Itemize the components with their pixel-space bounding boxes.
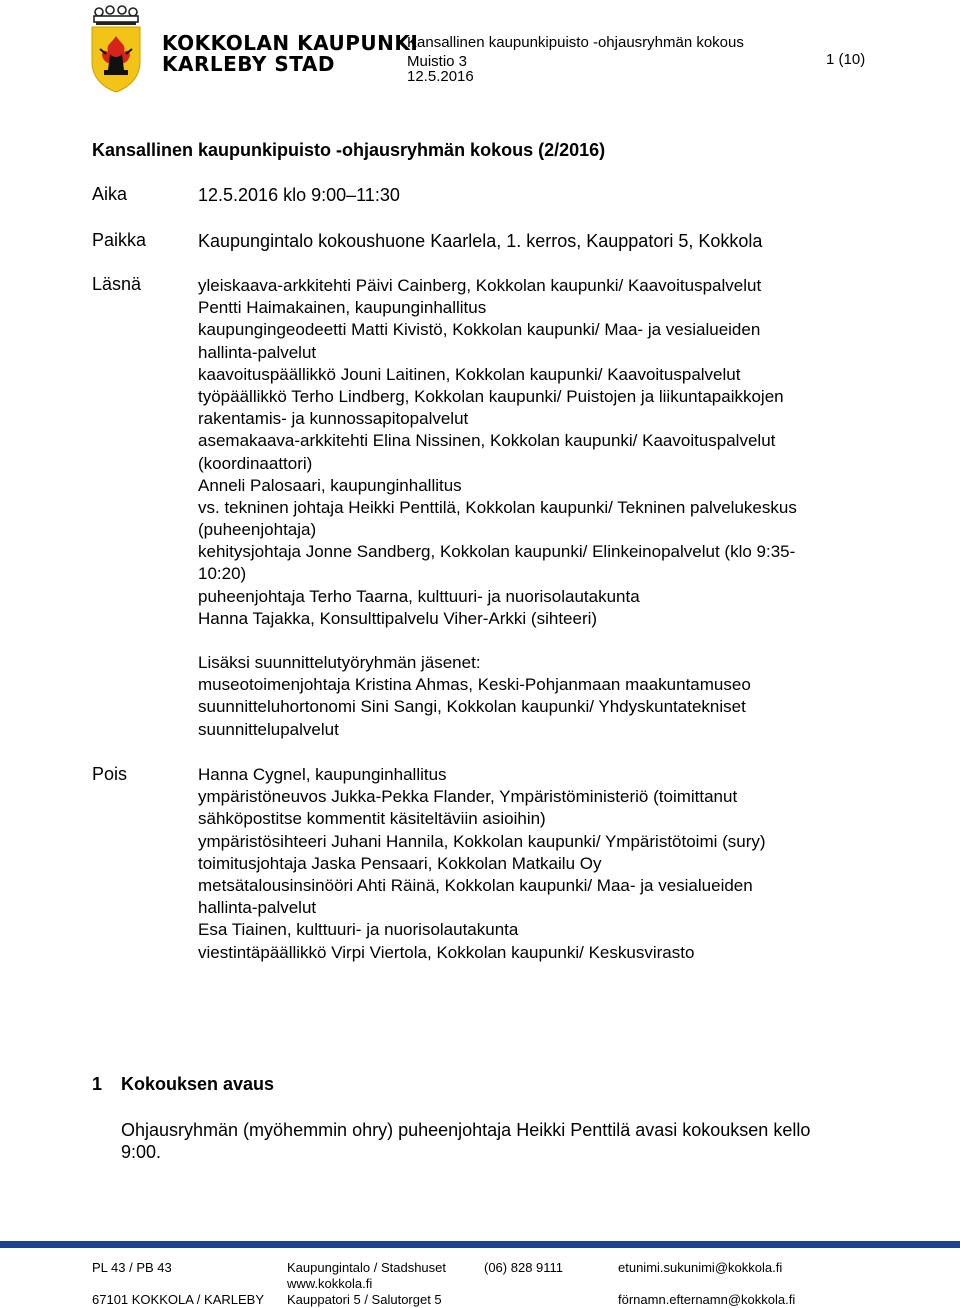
document-title: Kansallinen kaupunkipuisto -ohjausryhmän kokous (2/2016) (92, 140, 606, 160)
footer-email-sv[interactable]: förnamn.efternamn@kokkola.fi (618, 1292, 796, 1307)
section-title: Kokouksen avaus (121, 1074, 275, 1094)
footer-phone: (06) 828 9111 (484, 1260, 564, 1275)
list-item: Esa Tiainen, kulttuuri- ja nuorisolautakunta (198, 920, 519, 940)
list-item: kaavoituspäällikkö Jouni Laitinen, Kokkolan kaupunki/ Kaavoituspalvelut (198, 364, 741, 384)
list-item: vs. tekninen johtaja Heikki Penttilä, Kokkolan kaupunki/ Tekninen palvelukeskus (198, 497, 797, 517)
list-item: (puheenjohtaja) (198, 520, 317, 540)
footer-divider-bar (0, 1241, 960, 1248)
list-item: kaupungingeodeetti Matti Kivistö, Kokkolan kaupunki/ Maa- ja vesialueiden (198, 320, 761, 340)
attendees-list (198, 275, 797, 630)
absentees-list (198, 764, 766, 964)
list-item: museotoimenjohtaja Kristina Ahmas, Keski-Pohjanmaan maakuntamuseo (198, 675, 751, 695)
list-item: hallinta-palvelut (198, 898, 317, 918)
header-date: 12.5.2016 (407, 68, 474, 85)
list-item: puheenjohtaja Terho Taarna, kulttuuri- ja nuorisolautakunta (198, 586, 640, 606)
section-paragraph (121, 1119, 810, 1163)
paikka-value: Kaupungintalo kokoushuone Kaarlela, 1. kerros, Kauppatori 5, Kokkola (198, 231, 763, 251)
organization-name-fi: KOKKOLAN KAUPUNKI (162, 31, 419, 55)
planning-group-list (198, 652, 751, 741)
list-item: Pentti Haimakainen, kaupunginhallitus (198, 298, 487, 318)
city-coat-of-arms-logo (88, 4, 144, 94)
list-item: sähköpostitse kommentit käsiteltäviin asioihin) (198, 809, 546, 829)
list-item: metsätalousinsinööri Ahti Räinä, Kokkolan kaupunki/ Maa- ja vesialueiden (198, 875, 753, 895)
footer-po-box: PL 43 / PB 43 (92, 1260, 172, 1275)
pois-label: Pois (92, 764, 128, 784)
page-number: 1 (10) (826, 51, 866, 68)
footer-email-fi[interactable]: etunimi.sukunimi@kokkola.fi (618, 1260, 783, 1275)
list-item: asemakaava-arkkitehti Elina Nissinen, Kokkolan kaupunki/ Kaavoituspalvelut (198, 431, 776, 451)
list-item: suunnittelupalvelut (198, 719, 339, 739)
list-item: toimitusjohtaja Jaska Pensaari, Kokkolan Matkailu Oy (198, 853, 602, 873)
list-item: Anneli Palosaari, kaupunginhallitus (198, 475, 462, 495)
list-item: viestintäpäällikkö Virpi Viertola, Kokkolan kaupunki/ Keskusvirasto (198, 942, 695, 962)
list-item: 10:20) (198, 564, 247, 584)
list-item: yleiskaava-arkkitehti Päivi Cainberg, Kokkolan kaupunki/ Kaavoituspalvelut (198, 276, 762, 295)
paikka-label: Paikka (92, 230, 147, 250)
list-item: hallinta-palvelut (198, 342, 317, 362)
list-item: (koordinaattori) (198, 453, 313, 473)
section-number: 1 (92, 1074, 103, 1094)
list-item: kehitysjohtaja Jonne Sandberg, Kokkolan kaupunki/ Elinkeinopalvelut (klo 9:35- (198, 542, 796, 562)
list-item: työpäällikkö Terho Lindberg, Kokkolan kaupunki/ Puistojen ja liikuntapaikkojen (198, 386, 784, 406)
footer-street-address: Kauppatori 5 / Salutorget 5 (287, 1292, 442, 1307)
aika-label: Aika (92, 184, 128, 204)
header-document-name: Kansallinen kaupunkipuisto -ohjausryhmän kokous (407, 34, 744, 51)
list-item: Hanna Tajakka, Konsulttipalvelu Viher-Arkki (sihteeri) (198, 608, 598, 628)
footer-building: Kaupungintalo / Stadshuset (287, 1260, 447, 1275)
aika-value: 12.5.2016 klo 9:00–11:30 (198, 185, 400, 205)
list-item: Hanna Cygnel, kaupunginhallitus (198, 765, 447, 784)
footer-postal-address: 67101 KOKKOLA / KARLEBY (92, 1292, 264, 1307)
paragraph-line: Ohjausryhmän (myöhemmin ohry) puheenjohtaja Heikki Penttilä avasi kokouksen kello (121, 1120, 811, 1140)
list-item: rakentamis- ja kunnossapitopalvelut (198, 409, 469, 429)
list-item: ympäristöneuvos Jukka-Pekka Flander, Ympäristöministeriö (toimittanut (198, 787, 738, 807)
organization-name-sv: KARLEBY STAD (162, 52, 335, 76)
paragraph-line: 9:00. (121, 1142, 162, 1162)
list-item: suunnitteluhortonomi Sini Sangi, Kokkolan kaupunki/ Yhdyskuntatekniset (198, 697, 746, 717)
footer-website-link[interactable]: www.kokkola.fi (287, 1276, 373, 1291)
list-item: ympäristösihteeri Juhani Hannila, Kokkolan kaupunki/ Ympäristötoimi (sury) (198, 831, 766, 851)
lasna-label: Läsnä (92, 274, 142, 294)
list-item: Lisäksi suunnittelutyöryhmän jäsenet: (198, 653, 481, 672)
header-document-type: Muistio 3 (407, 53, 468, 70)
